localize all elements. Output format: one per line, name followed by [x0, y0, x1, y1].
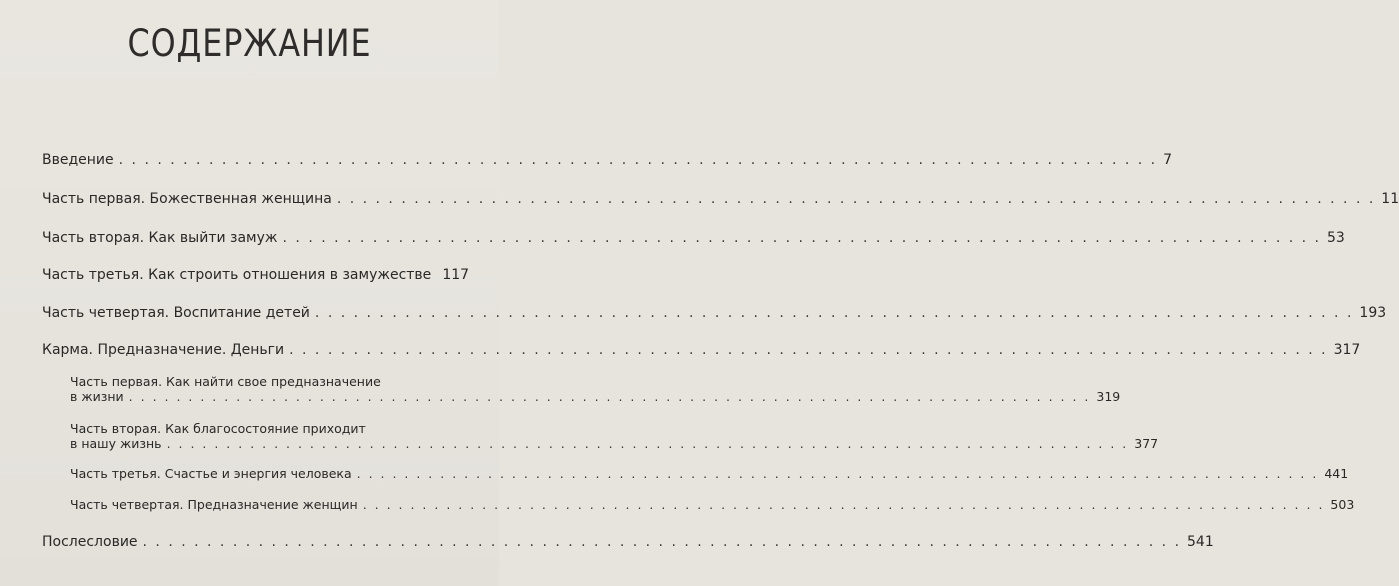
dot-leader — [143, 534, 1181, 550]
toc-entry-afterword[interactable] — [42, 534, 1214, 550]
toc-entry-part-2[interactable] — [42, 230, 1345, 246]
toc-entry-label: Часть первая. Божественная женщина — [42, 191, 332, 207]
dot-leader — [337, 191, 1375, 207]
toc-entry-part-3[interactable] — [42, 267, 470, 283]
dot-leader — [315, 305, 1353, 321]
dot-leader — [129, 389, 1091, 404]
toc-entry-label: Послесловие — [42, 534, 138, 550]
toc-entry-page: 317 — [1333, 342, 1361, 358]
toc-entry-part-4[interactable] — [42, 305, 1387, 321]
toc-entry-karma-part-1[interactable] — [70, 374, 1121, 404]
toc-entry-label: Часть четвертая. Воспитание детей — [42, 305, 310, 321]
toc-entry-label: Карма. Предназначение. Деньги — [42, 342, 285, 358]
toc-entry-label: Часть вторая. Как выйти замуж — [42, 230, 278, 246]
toc-entry-page: 11 — [1381, 191, 1399, 207]
dot-leader — [119, 152, 1157, 168]
toc-entry-page: 377 — [1134, 436, 1159, 451]
toc-entry-karma-part-3[interactable] — [70, 466, 1349, 481]
toc-entry-label-line1: Часть вторая. Как благосостояние приходит — [70, 421, 366, 436]
page-title: СОДЕРЖАНИЕ — [127, 22, 372, 65]
toc-entry-label-line2: в нашу жизнь — [70, 436, 162, 451]
toc-entry-label: Часть третья. Счастье и энергия человека — [70, 466, 352, 481]
toc-entry-page: 319 — [1096, 389, 1121, 404]
dot-leader — [167, 436, 1129, 451]
toc-entry-karma-part-4[interactable] — [70, 497, 1355, 512]
toc-entry-label: Часть четвертая. Предназначение женщин — [70, 497, 358, 512]
dot-leader — [289, 342, 1327, 358]
toc-entry-label-line1: Часть первая. Как найти свое предназначение — [70, 374, 381, 389]
toc-entry-introduction[interactable] — [42, 152, 1173, 168]
toc-entry-label: Часть третья. Как строить отношения в замужестве — [42, 267, 432, 283]
toc-entry-page: 53 — [1327, 230, 1345, 246]
dot-leader — [283, 230, 1321, 246]
toc-entry-label-line2: в жизни — [70, 389, 124, 404]
toc-entry-page: 193 — [1359, 305, 1387, 321]
toc-entry-part-1[interactable] — [42, 191, 1399, 207]
toc-entry-karma-part-2[interactable] — [70, 421, 1159, 451]
toc-entry-page: 441 — [1324, 466, 1349, 481]
toc-entry-label: Введение — [42, 152, 114, 168]
toc-entry-page: 503 — [1330, 497, 1355, 512]
toc-entry-page: 541 — [1187, 534, 1214, 550]
toc-entry-page: 7 — [1163, 152, 1173, 168]
toc-entry-page: 117 — [442, 267, 470, 283]
toc-entry-karma[interactable] — [42, 342, 1361, 358]
dot-leader — [357, 466, 1319, 481]
dot-leader — [363, 497, 1325, 512]
